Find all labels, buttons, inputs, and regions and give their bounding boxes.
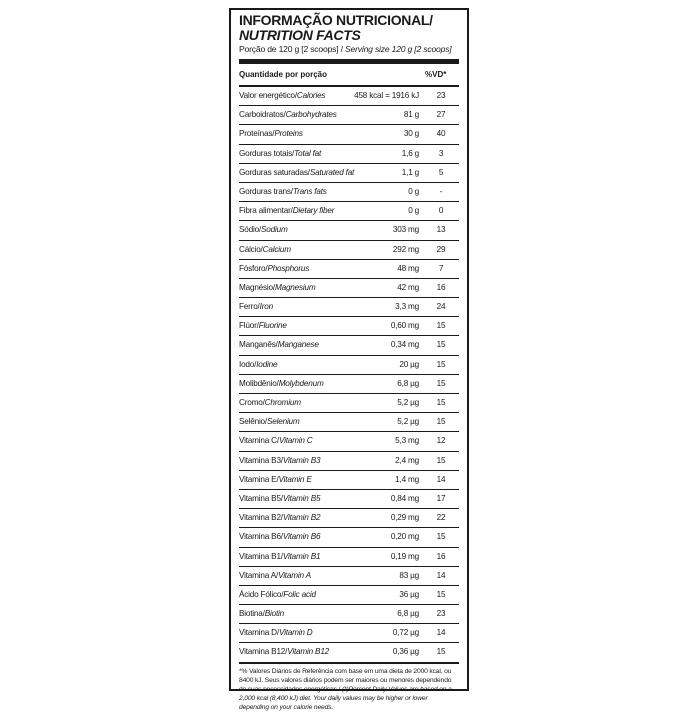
table-row <box>239 528 459 547</box>
nutrient-label <box>239 202 334 220</box>
nutrient-daily-value: 15 <box>436 589 446 599</box>
nutrient-name-pt: Vitamina B12/ <box>239 647 288 657</box>
table-row <box>239 106 459 125</box>
nutrient-label <box>239 394 301 412</box>
nutrient-name-en: Selenium <box>267 417 300 427</box>
table-row <box>239 586 459 605</box>
nutrient-daily-value: 40 <box>436 129 446 139</box>
serving-size <box>239 44 459 55</box>
nutrient-label <box>239 452 320 470</box>
table-row <box>239 164 459 183</box>
table-row <box>239 279 459 298</box>
nutrient-label <box>239 471 312 489</box>
table-row <box>239 452 459 471</box>
nutrition-facts-panel <box>229 8 469 711</box>
nutrient-daily-value: 23 <box>436 91 446 100</box>
nutrient-label <box>239 643 329 661</box>
table-row <box>239 125 459 144</box>
nutrient-name-pt: Vitamina B6/ <box>239 532 283 542</box>
nutrient-quantity: 83 µg <box>399 570 419 580</box>
nutrient-quantity: 1,4 mg <box>395 474 419 484</box>
nutrient-name-en: Vitamin B3 <box>282 455 321 465</box>
nutrient-label <box>239 260 309 278</box>
nutrient-daily-value: 24 <box>436 302 446 312</box>
nutrient-daily-value: 29 <box>436 244 446 254</box>
table-row <box>239 605 459 624</box>
nutrient-name-pt: Flúor/ <box>239 321 259 331</box>
table-row <box>239 567 459 586</box>
nutrient-name-pt: Vitamina B3/ <box>239 455 283 465</box>
table-row <box>239 356 459 375</box>
nutrient-name-pt: Ácido Fólico/ <box>239 589 284 599</box>
nutrient-daily-value: 15 <box>436 398 446 407</box>
nutrient-name-en: Vitamin B12 <box>287 647 330 657</box>
nutrient-quantity: 0,72 µg <box>392 628 419 638</box>
nutrient-name-pt: Vitamina B2/ <box>239 513 283 523</box>
header-daily-value: %VD* <box>425 70 447 79</box>
nutrient-label <box>239 509 320 527</box>
nutrient-quantity: 0,84 mg <box>390 493 419 503</box>
table-row <box>239 221 459 240</box>
nutrient-quantity: 36 µg <box>399 589 419 599</box>
table-row <box>239 317 459 336</box>
table-row <box>239 490 459 509</box>
nutrient-daily-value: 22 <box>436 513 446 523</box>
nutrient-name-pt: Vitamina C/ <box>239 436 279 446</box>
nutrient-name-pt: Iodo/ <box>239 359 257 369</box>
nutrient-quantity: 6,8 µg <box>397 609 419 619</box>
nutrient-label <box>239 241 291 259</box>
nutrient-label <box>239 375 324 393</box>
footnote <box>239 667 459 712</box>
nutrient-name-pt: Vitamina D/ <box>239 628 279 638</box>
thick-divider <box>239 59 459 64</box>
nutrient-quantity: 2,4 mg <box>395 455 419 465</box>
nutrient-name-pt: Magnésio/ <box>239 282 275 292</box>
nutrient-quantity: 0 g <box>408 186 419 196</box>
nutrient-quantity: 5,2 µg <box>397 398 419 407</box>
nutrient-daily-value: 17 <box>436 493 446 503</box>
nutrient-daily-value: 15 <box>436 340 446 350</box>
nutrient-name-en: Phosphorus <box>267 263 310 273</box>
nutrient-name-en: Vitamin B5 <box>282 493 321 503</box>
nutrient-name-en: Sodium <box>261 225 288 235</box>
nutrient-quantity: 0,29 mg <box>390 513 419 523</box>
nutrient-quantity: 42 mg <box>397 282 419 292</box>
nutrient-quantity: 6,8 µg <box>397 378 419 388</box>
table-row <box>239 643 459 663</box>
nutrient-daily-value: 15 <box>436 532 446 542</box>
nutrient-daily-value: 13 <box>436 225 446 235</box>
nutrient-name-en: Proteins <box>274 129 303 139</box>
nutrient-daily-value: - <box>439 186 443 196</box>
nutrient-quantity: 303 mg <box>392 225 419 235</box>
table-row <box>239 145 459 164</box>
nutrient-label <box>239 164 354 182</box>
nutrient-name-en: Total fat <box>294 148 322 158</box>
nutrient-quantity: 30 g <box>403 129 419 139</box>
nutrient-daily-value: 14 <box>436 570 446 580</box>
nutrient-quantity: 20 µg <box>399 359 419 369</box>
table-row <box>239 548 459 567</box>
footnote-en: (*)Percent Daily Values are based on a 2,000 kcal (8,400 kJ) diet. Your daily values may be higher or lower depending on your calorie needs. <box>239 685 452 711</box>
serving-size-pt: Porção de 120 g [2 scoops] <box>239 44 339 54</box>
nutrient-quantity: 0,36 µg <box>392 647 419 657</box>
table-row <box>239 432 459 451</box>
nutrient-name-en: Calcium <box>262 244 291 254</box>
table-row <box>239 394 459 413</box>
nutrient-name-pt: Proteínas/ <box>239 129 275 139</box>
nutrient-name-pt: Gorduras totais/ <box>239 148 295 158</box>
nutrient-label <box>239 87 325 105</box>
table-row <box>239 298 459 317</box>
header-quantity: Quantidade por porção <box>239 70 328 79</box>
table-row <box>239 624 459 643</box>
nutrient-name-pt: Gorduras trans/ <box>239 186 293 196</box>
nutrient-name-en: Vitamin B1 <box>282 551 321 561</box>
title-portuguese: INFORMAÇÃO NUTRICIONAL/ <box>239 12 433 28</box>
nutrient-name-en: Fluorine <box>258 321 287 331</box>
nutrient-name-pt: Sódio/ <box>239 225 262 235</box>
nutrient-daily-value: 14 <box>436 474 446 484</box>
nutrient-quantity: 0,34 mg <box>390 340 419 350</box>
nutrient-quantity: 5,2 µg <box>397 417 419 427</box>
nutrient-name-en: Saturated fat <box>309 167 355 177</box>
nutrient-label <box>239 528 320 546</box>
table-row <box>239 183 459 202</box>
nutrient-daily-value: 12 <box>436 436 446 446</box>
nutrient-name-en: Vitamin D <box>278 628 313 638</box>
table-row <box>239 260 459 279</box>
nutrient-label <box>239 183 327 201</box>
nutrient-label <box>239 125 303 143</box>
nutrient-name-pt: Vitamina B1/ <box>239 551 283 561</box>
nutrient-daily-value: 15 <box>436 359 446 369</box>
nutrient-daily-value: 15 <box>436 378 446 388</box>
nutrient-daily-value: 0 <box>438 206 444 216</box>
nutrient-name-pt: Fósforo/ <box>239 263 268 273</box>
nutrient-label <box>239 317 287 335</box>
table-row <box>239 413 459 432</box>
nutrient-quantity: 0,60 mg <box>390 321 419 331</box>
nutrient-quantity: 0,19 mg <box>390 551 419 561</box>
table-row <box>239 202 459 221</box>
nutrient-name-pt: Manganês/ <box>239 340 278 350</box>
nutrient-name-pt: Cálcio/ <box>239 244 263 254</box>
nutrient-quantity: 0,20 mg <box>390 532 419 542</box>
nutrient-name-pt: Cromo/ <box>239 398 265 407</box>
nutrient-label <box>239 548 320 566</box>
nutrient-daily-value: 15 <box>436 417 446 427</box>
nutrient-label <box>239 221 288 239</box>
nutrient-name-pt: Fibra alimentar/ <box>239 206 293 216</box>
nutrient-name-en: Vitamin A <box>278 570 311 580</box>
table-row <box>239 241 459 260</box>
nutrient-name-en: Iodine <box>256 359 278 369</box>
nutrient-label <box>239 279 316 297</box>
nutrient-name-en: Carbohydrates <box>285 110 337 120</box>
nutrient-daily-value: 15 <box>436 321 446 331</box>
nutrient-name-pt: Carboidratos/ <box>239 110 286 120</box>
nutrient-name-pt: Vitamina B5/ <box>239 493 283 503</box>
nutrient-label <box>239 624 313 642</box>
nutrient-name-pt: Gorduras saturadas/ <box>239 167 310 177</box>
nutrient-daily-value: 15 <box>436 455 446 465</box>
title-english: NUTRITION FACTS <box>239 27 361 43</box>
nutrient-daily-value: 3 <box>438 148 444 158</box>
nutrient-daily-value: 7 <box>438 263 444 273</box>
nutrient-daily-value: 14 <box>436 628 446 638</box>
serving-separator: / <box>338 44 346 54</box>
nutrient-name-pt: Selênio/ <box>239 417 267 427</box>
nutrient-name-en: Folic acid <box>283 589 316 599</box>
nutrient-label <box>239 145 321 163</box>
nutrient-quantity: 292 mg <box>392 244 419 254</box>
nutrient-name-en: Vitamin B6 <box>282 532 321 542</box>
nutrient-name-pt: Biotina/ <box>239 609 265 619</box>
nutrient-label <box>239 106 337 124</box>
nutrient-daily-value: 16 <box>436 551 446 561</box>
nutrient-daily-value: 15 <box>436 647 446 657</box>
nutrient-label <box>239 432 313 450</box>
nutrient-name-en: Manganese <box>277 340 319 350</box>
nutrient-daily-value: 27 <box>436 110 446 120</box>
nutrient-label <box>239 586 316 604</box>
nutrient-name-en: Calories <box>296 91 326 100</box>
nutrient-name-en: Dietary fiber <box>292 206 335 216</box>
nutrient-quantity: 81 g <box>403 110 419 120</box>
nutrient-name-en: Biotin <box>264 609 284 619</box>
serving-size-en: Serving size 120 g [2 scoops] <box>345 44 452 54</box>
nutrient-quantity: 3,3 mg <box>395 302 419 312</box>
table-row <box>239 336 459 355</box>
nutrient-quantity: 5,3 mg <box>395 436 419 446</box>
nutrient-name-en: Molybdenum <box>278 378 324 388</box>
nutrient-daily-value: 23 <box>436 609 446 619</box>
nutrient-quantity: 1,1 g <box>401 167 419 177</box>
nutrient-name-pt: Molibdênio/ <box>239 378 279 388</box>
nutrient-label <box>239 298 273 316</box>
nutrient-daily-value: 16 <box>436 282 446 292</box>
nutrient-name-en: Iron <box>259 302 273 312</box>
table-header <box>239 67 459 83</box>
nutrient-name-en: Chromium <box>264 398 301 407</box>
nutrient-quantity: 1,6 g <box>401 148 419 158</box>
table-row <box>239 471 459 490</box>
table-row <box>239 87 459 106</box>
nutrient-label <box>239 356 277 374</box>
nutrient-name-en: Magnesium <box>274 282 316 292</box>
nutrient-label <box>239 336 319 354</box>
nutrient-name-en: Vitamin C <box>278 436 313 446</box>
nutrient-label <box>239 605 284 623</box>
nutrient-quantity: 48 mg <box>397 263 419 273</box>
nutrient-daily-value: 5 <box>438 167 444 177</box>
nutrient-name-pt: Vitamina A/ <box>239 570 279 580</box>
nutrient-label <box>239 490 320 508</box>
nutrient-label <box>239 567 311 585</box>
nutrient-label <box>239 413 300 431</box>
nutrient-quantity: 0 g <box>408 206 419 216</box>
nutrient-name-pt: Vitamina E/ <box>239 474 279 484</box>
nutrient-table <box>239 87 459 664</box>
footnote-pt: *% Valores Diários de Referência com base em uma dieta de 2000 kcal, ou 8400 kJ. Seus valores diários podem ser maiores ou menores dependendo de suas necessidades energéticas./ <box>239 667 452 693</box>
table-row <box>239 375 459 394</box>
nutrient-name-en: Trans fats <box>292 186 327 196</box>
nutrient-name-en: Vitamin E <box>278 474 312 484</box>
nutrient-quantity: 458 kcal = 1916 kJ <box>354 91 419 100</box>
nutrient-name-pt: Ferro/ <box>239 302 260 312</box>
nutrient-name-en: Vitamin B2 <box>282 513 321 523</box>
table-row <box>239 509 459 528</box>
nutrient-name-pt: Valor energético/ <box>239 91 297 100</box>
